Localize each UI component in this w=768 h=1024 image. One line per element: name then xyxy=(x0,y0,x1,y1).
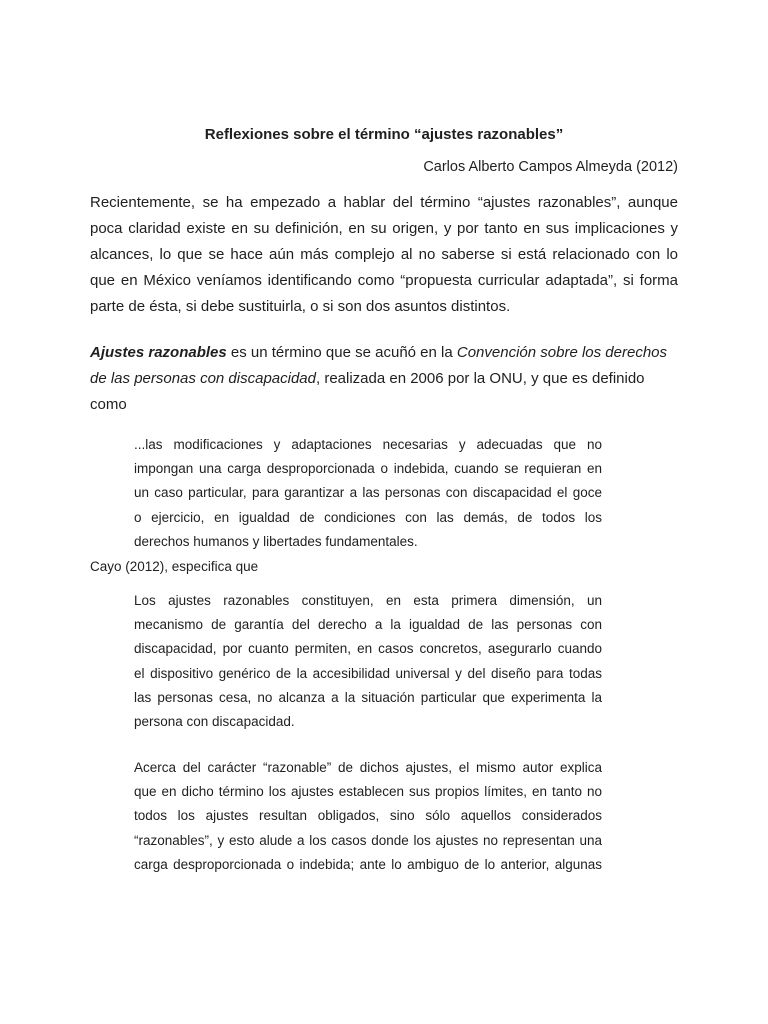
paragraph-line: que en México veníamos identificando como “propuesta curricular adaptada”, si forma xyxy=(90,272,678,289)
quote-line: el dispositivo genérico de la accesibilidad universal y del diseño para todas xyxy=(134,665,602,681)
block-quote-definition xyxy=(134,433,602,554)
paragraph-line xyxy=(90,366,678,392)
document-title: Reflexiones sobre el término “ajustes razonables” xyxy=(204,126,564,143)
paragraph-line xyxy=(90,340,678,366)
convention-name: de las personas con discapacidad xyxy=(90,370,316,387)
quote-line: carga desproporcionada o indebida; ante lo ambiguo de lo anterior, algunas xyxy=(134,856,602,872)
paragraph-line: poca claridad existe en su definición, en su origen, y por tanto en sus implicaciones y xyxy=(90,220,678,237)
definition-text: , realizada en 2006 por la ONU, y que es definido xyxy=(315,370,645,387)
definition-text: es un término que se acuñó en la xyxy=(226,344,457,361)
block-quote-razonable xyxy=(134,756,602,877)
quote-line: impongan una carga desproporcionada o indebida, cuando se requieran en xyxy=(134,461,602,477)
quote-line: Los ajustes razonables constituyen, en esta primera dimensión, un xyxy=(134,593,602,608)
quote-line: persona con discapacidad. xyxy=(134,714,295,730)
block-quote-cayo xyxy=(134,589,602,734)
quote-line: que en dicho término los ajustes establecen sus propios límites, en tanto no xyxy=(134,784,602,800)
paragraph-intro xyxy=(90,190,678,320)
quote-line: “razonables”, y esto alude a los casos donde los ajustes no representan una xyxy=(134,832,602,848)
quote-line: mecanismo de garantía del derecho a la igualdad de las personas con xyxy=(134,617,602,633)
paragraph-line: como xyxy=(90,396,127,413)
quote-line: Acerca del carácter “razonable” de dichos ajustes, el mismo autor explica xyxy=(134,760,602,775)
cayo-intro: Cayo (2012), especifica que xyxy=(90,559,259,574)
convention-name: Convención sobre los derechos xyxy=(456,344,667,361)
quote-line: todos los ajustes resultan obligados, sino sólo aquellos considerados xyxy=(134,808,602,824)
paragraph-definition xyxy=(90,340,678,418)
quote-line: un caso particular, para garantizar a las personas con discapacidad el goce xyxy=(134,485,602,501)
paragraph-line: alcances, lo que se hace aún más complejo al no saberse si está relacionado con lo xyxy=(90,246,678,263)
quote-line: ...las modificaciones y adaptaciones necesarias y adecuadas que no xyxy=(134,437,602,452)
term-ajustes-razonables: Ajustes razonables xyxy=(90,344,227,361)
paragraph-line: parte de ésta, si debe sustituirla, o si son dos asuntos distintos. xyxy=(90,298,511,315)
quote-line: discapacidad, por cuanto permiten, en casos concretos, asegurarlo cuando xyxy=(134,641,602,657)
quote-line: derechos humanos y libertades fundamentales. xyxy=(134,533,418,549)
paragraph-line: Recientemente, se ha empezado a hablar del término “ajustes razonables”, aunque xyxy=(90,194,678,211)
quote-line: o ejercicio, en igualdad de condiciones con las demás, de todos los xyxy=(134,509,602,525)
author-line: Carlos Alberto Campos Almeyda (2012) xyxy=(423,159,678,175)
quote-line: las personas cesa, no alcanza a la situación particular que experimenta la xyxy=(134,689,602,705)
